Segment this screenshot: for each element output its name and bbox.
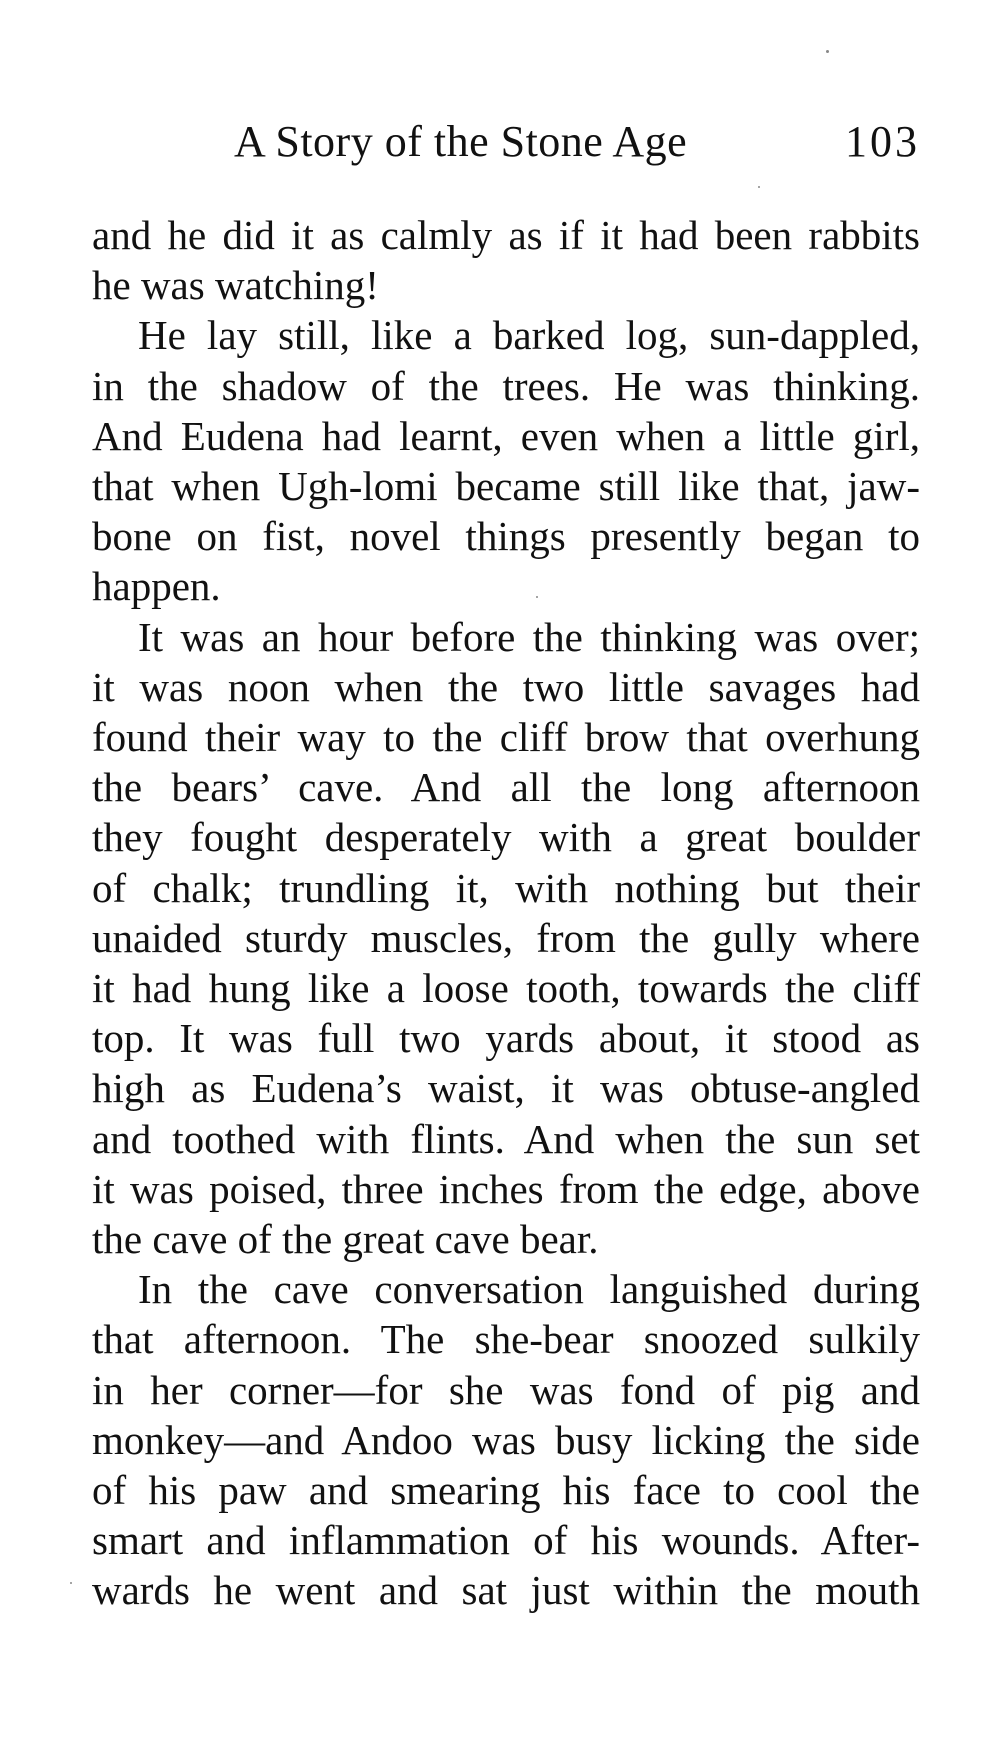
- text-line: and toothed with flints. And when the sun set: [92, 1115, 920, 1162]
- text-line: top. It was full two yards about, it stood as: [92, 1015, 920, 1062]
- text-line: unaided sturdy muscles, from the gully where: [92, 914, 920, 961]
- text-line: they fought desperately with a great boulder: [92, 814, 920, 861]
- text-line: found their way to the cliff brow that overhung: [92, 714, 920, 761]
- text-line: of his paw and smearing his face to cool the: [92, 1467, 920, 1514]
- text-line: it was poised, three inches from the edge, above: [92, 1165, 920, 1212]
- running-head: [92, 112, 920, 172]
- body-text: [92, 210, 920, 1616]
- text-line: that afternoon. The she-bear snoozed sulkily: [92, 1316, 920, 1363]
- text-line: high as Eudena’s waist, it was obtuse-angled: [92, 1065, 920, 1112]
- text-line: happen.: [92, 563, 221, 610]
- text-line: in the shadow of the trees. He was thinking.: [92, 362, 920, 409]
- text-line: of chalk; trundling it, with nothing but their: [92, 864, 920, 911]
- paragraph-1: [92, 210, 920, 310]
- paragraph-2: [92, 310, 920, 611]
- scan-speck: [536, 596, 538, 598]
- paragraph-3: [92, 612, 920, 1265]
- text-line: the bears’ cave. And all the long afternoon: [92, 764, 920, 811]
- text-line: wards he went and sat just within the mouth: [92, 1567, 920, 1614]
- text-line: bone on fist, novel things presently began to: [92, 513, 920, 560]
- text-line: He lay still, like a barked log, sun-dappled,: [138, 312, 920, 359]
- running-title: A Story of the Stone Age: [234, 117, 688, 166]
- text-line: smart and inflammation of his wounds. After-: [92, 1517, 920, 1564]
- text-line: and he did it as calmly as if it had been rabbits: [92, 212, 920, 258]
- text-line: that when Ugh-lomi became still like that, jaw-: [92, 463, 920, 510]
- scan-speck: [70, 1582, 72, 1584]
- text-line: it was noon when the two little savages had: [92, 663, 920, 710]
- text-line: it had hung like a loose tooth, towards the cliff: [92, 965, 920, 1012]
- page-number: 103: [845, 117, 920, 166]
- text-line: It was an hour before the thinking was over;: [138, 613, 920, 660]
- scan-speck: [826, 50, 829, 53]
- text-line: In the cave conversation languished during: [138, 1266, 920, 1313]
- paragraph-4: [92, 1264, 920, 1615]
- text-line: in her corner—for she was fond of pig and: [92, 1366, 920, 1413]
- scan-speck: [758, 186, 760, 188]
- text-line: he was watching!: [92, 262, 379, 309]
- text-line: monkey—and Andoo was busy licking the side: [92, 1416, 920, 1463]
- text-line: And Eudena had learnt, even when a little girl,: [92, 412, 920, 459]
- text-line: the cave of the great cave bear.: [92, 1216, 599, 1263]
